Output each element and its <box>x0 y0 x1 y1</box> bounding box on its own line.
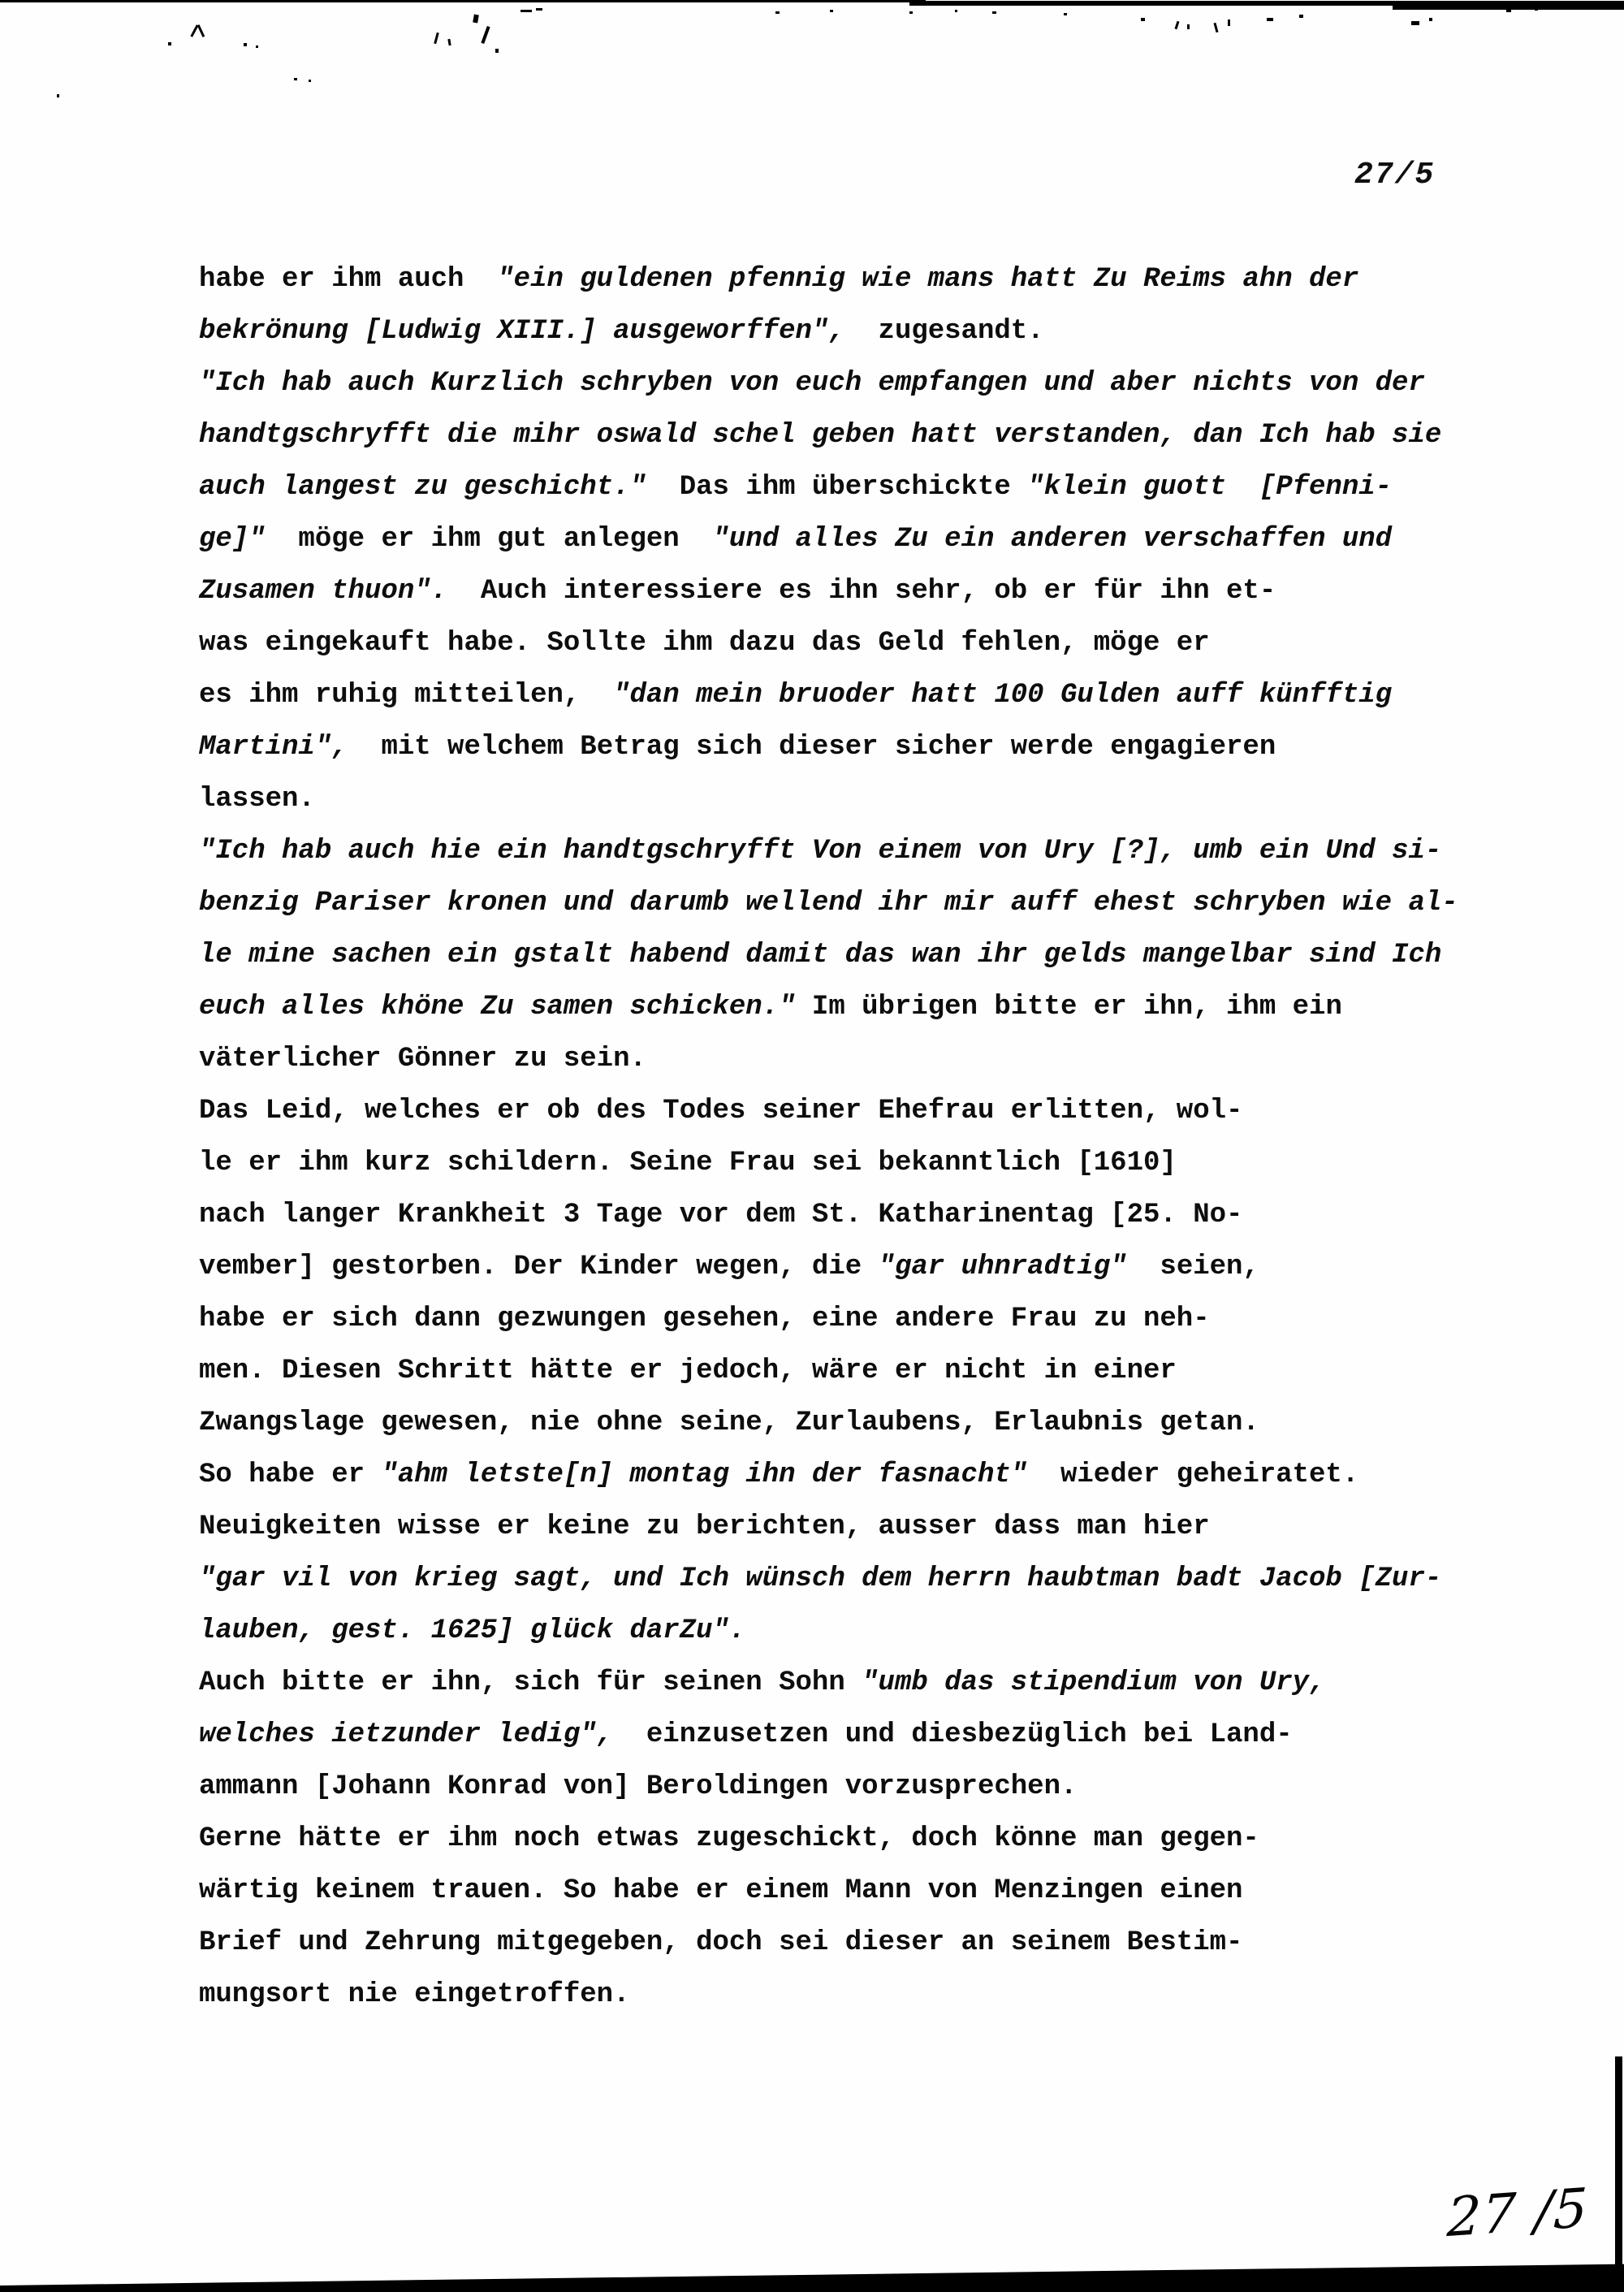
regest-text: Das Leid, welches er ob des Todes seiner Ehefrau erlitten, wol- <box>199 1096 1243 1127</box>
quoted-source-text: "Ich hab auch Kurzlich schryben von euch empfangen und aber nichts von der <box>199 368 1425 399</box>
text-line <box>199 1345 1531 1397</box>
regest-text: Zwangslage gewesen, nie ohne seine, Zurlaubens, Erlaubnis getan. <box>199 1408 1259 1438</box>
regest-text: habe er sich dann gezwungen gesehen, eine andere Frau zu neh- <box>199 1304 1210 1334</box>
scan-speck <box>495 49 499 53</box>
text-line <box>199 617 1531 669</box>
regest-text: es ihm ruhig mitteilen, <box>199 680 614 711</box>
scan-speck <box>168 42 171 45</box>
text-line <box>199 1033 1531 1085</box>
quoted-source-text: lauben, gest. 1625] glück darZu". <box>199 1615 746 1646</box>
text-line <box>199 409 1531 461</box>
regest-text: lassen. <box>199 784 315 815</box>
scan-speck <box>447 39 451 45</box>
quoted-source-text: "Ich hab auch hie ein handtgschryfft Von einem von Ury [?], umb ein Und si- <box>199 836 1442 867</box>
quoted-source-text: "ein guldenen pfennig wie mans hatt Zu Reims ahn der <box>497 264 1359 295</box>
scan-top-edge <box>0 0 926 2</box>
text-line <box>199 1917 1531 1969</box>
text-line <box>199 929 1531 981</box>
quoted-source-text: "umb das stipendium von Ury, <box>862 1667 1326 1698</box>
text-line <box>199 1189 1531 1241</box>
text-line <box>199 825 1531 877</box>
text-line <box>199 305 1531 357</box>
scan-speck <box>909 11 913 14</box>
scan-speck <box>294 78 297 80</box>
regest-text: einzusetzen und diesbezüglich bei Land- <box>613 1719 1293 1750</box>
text-line <box>199 1085 1531 1137</box>
scan-speck <box>57 94 59 97</box>
text-line <box>199 1813 1531 1865</box>
regest-text: habe er ihm auch <box>199 264 498 295</box>
scan-right-edge <box>1615 2056 1622 2292</box>
regest-text: Neuigkeiten wisse er keine zu berichten, ausser dass man hier <box>199 1511 1210 1542</box>
scan-speck <box>473 15 479 24</box>
scan-speck <box>1411 21 1419 25</box>
scan-speck <box>1535 8 1538 11</box>
regest-text: mit welchem Betrag sich dieser sicher werde engagieren <box>348 732 1276 763</box>
scan-speck <box>1228 19 1230 26</box>
regest-text: zugesandt. <box>844 316 1044 347</box>
text-line <box>199 357 1531 409</box>
text-line <box>199 1553 1531 1605</box>
scan-speck <box>1299 15 1303 18</box>
text-line <box>199 461 1531 513</box>
text-line <box>199 773 1531 825</box>
letter-text <box>199 253 1531 2021</box>
scan-speck <box>481 26 490 44</box>
text-line <box>199 1605 1531 1657</box>
scan-bottom-edge <box>0 2260 1624 2292</box>
text-line <box>199 1969 1531 2021</box>
regest-text: väterlicher Gönner zu sein. <box>199 1044 646 1075</box>
quoted-source-text: "dan mein bruoder hatt 100 Gulden auff künfftig <box>613 680 1393 711</box>
scan-speck <box>256 45 258 48</box>
regest-text: vember] gestorben. Der Kinder wegen, die <box>199 1252 879 1282</box>
scan-top-edge <box>1393 1 1624 10</box>
text-line <box>199 877 1531 929</box>
scan-speck <box>1506 10 1511 12</box>
text-line <box>199 253 1531 305</box>
regest-text: was eingekauft habe. Sollte ihm dazu das Geld fehlen, möge er <box>199 628 1210 659</box>
handwritten-page-number: 27 /5 <box>1445 2176 1590 2250</box>
quoted-source-text: Martini", <box>199 732 348 763</box>
regest-text: wieder geheiratet. <box>1027 1460 1359 1490</box>
text-line <box>199 513 1531 565</box>
quoted-source-text: ge]" <box>199 524 266 555</box>
scan-speck <box>955 10 957 12</box>
scan-speck <box>244 43 247 46</box>
text-line <box>199 981 1531 1033</box>
regest-text: mungsort nie eingetroffen. <box>199 1979 630 2010</box>
regest-text: seien, <box>1126 1252 1259 1282</box>
regest-text: Gerne hätte er ihm noch etwas zugeschickt, doch könne man gegen- <box>199 1823 1259 1854</box>
text-line <box>199 1501 1531 1553</box>
quoted-source-text: "ahm letste[n] montag ihn der fasnacht" <box>381 1460 1028 1490</box>
scan-speck <box>1213 23 1218 32</box>
text-line <box>199 1865 1531 1917</box>
scan-speck <box>1267 18 1273 21</box>
scan-speck <box>1187 24 1190 29</box>
text-line <box>199 1709 1531 1761</box>
regest-text: nach langer Krankheit 3 Tage vor dem St. Katharinentag [25. No- <box>199 1200 1243 1230</box>
quoted-source-text: bekrönung [Ludwig XIII.] ausgeworffen", <box>199 316 845 347</box>
text-line <box>199 669 1531 721</box>
regest-text: Das ihm überschickte <box>646 472 1028 503</box>
scan-speck <box>830 10 833 12</box>
scan-speck <box>309 80 311 82</box>
scan-speck <box>775 11 780 14</box>
scan-speck <box>434 32 439 44</box>
text-line <box>199 1241 1531 1293</box>
scan-speck <box>1175 21 1180 29</box>
regest-text: Im übrigen bitte er ihn, ihm ein <box>795 992 1342 1023</box>
text-line <box>199 1293 1531 1345</box>
quoted-source-text: Zusamen thuon". <box>199 576 448 607</box>
regest-text: le er ihm kurz schildern. Seine Frau sei bekanntlich [1610] <box>199 1148 1177 1178</box>
regest-text: Auch interessiere es ihn sehr, ob er für ihn et- <box>447 576 1276 607</box>
regest-text: men. Diesen Schritt hätte er jedoch, wäre er nicht in einer <box>199 1356 1177 1386</box>
scan-speck <box>520 10 532 12</box>
quoted-source-text: auch langest zu geschicht." <box>199 472 646 503</box>
text-line <box>199 1761 1531 1813</box>
scan-speck <box>1429 18 1432 21</box>
regest-text: wärtig keinem trauen. So habe er einem Mann von Menzingen einen <box>199 1875 1243 1906</box>
quoted-source-text: "gar uhnradtig" <box>878 1252 1127 1282</box>
text-line <box>199 565 1531 617</box>
quoted-source-text: "klein guott [Pfenni- <box>1027 472 1393 503</box>
text-line <box>199 1397 1531 1449</box>
text-line <box>199 721 1531 773</box>
scan-speck <box>992 11 996 14</box>
scan-speck <box>197 24 205 37</box>
regest-text: Auch bitte er ihn, sich für seinen Sohn <box>199 1667 862 1698</box>
text-line <box>199 1449 1531 1501</box>
quoted-source-text: le mine sachen ein gstalt habend damit das wan ihr gelds mangelbar sind Ich <box>199 940 1442 971</box>
quoted-source-text: welches ietzunder ledig", <box>199 1719 614 1750</box>
regest-text: Brief und Zehrung mitgegeben, doch sei dieser an seinem Bestim- <box>199 1927 1243 1958</box>
quoted-source-text: euch alles khöne Zu samen schicken." <box>199 992 796 1023</box>
page-number: 27/5 <box>1354 158 1436 192</box>
scan-speck <box>1064 13 1067 15</box>
regest-text: ammann [Johann Konrad von] Beroldingen vorzusprechen. <box>199 1771 1078 1802</box>
text-line <box>199 1137 1531 1189</box>
scan-speck <box>1141 18 1145 21</box>
regest-text: So habe er <box>199 1460 382 1490</box>
quoted-source-text: benzig Pariser kronen und darumb wellend ihr mir auff ehest schryben wie al- <box>199 888 1458 919</box>
regest-text: möge er ihm gut anlegen <box>265 524 713 555</box>
text-line <box>199 1657 1531 1709</box>
quoted-source-text: "gar vil von krieg sagt, und Ich wünsch dem herrn haubtman badt Jacob [Zur- <box>199 1563 1442 1594</box>
scan-speck <box>536 8 542 11</box>
quoted-source-text: handtgschryfft die mihr oswald schel geben hatt verstanden, dan Ich hab sie <box>199 420 1442 451</box>
quoted-source-text: "und alles Zu ein anderen verschaffen und <box>712 524 1393 555</box>
